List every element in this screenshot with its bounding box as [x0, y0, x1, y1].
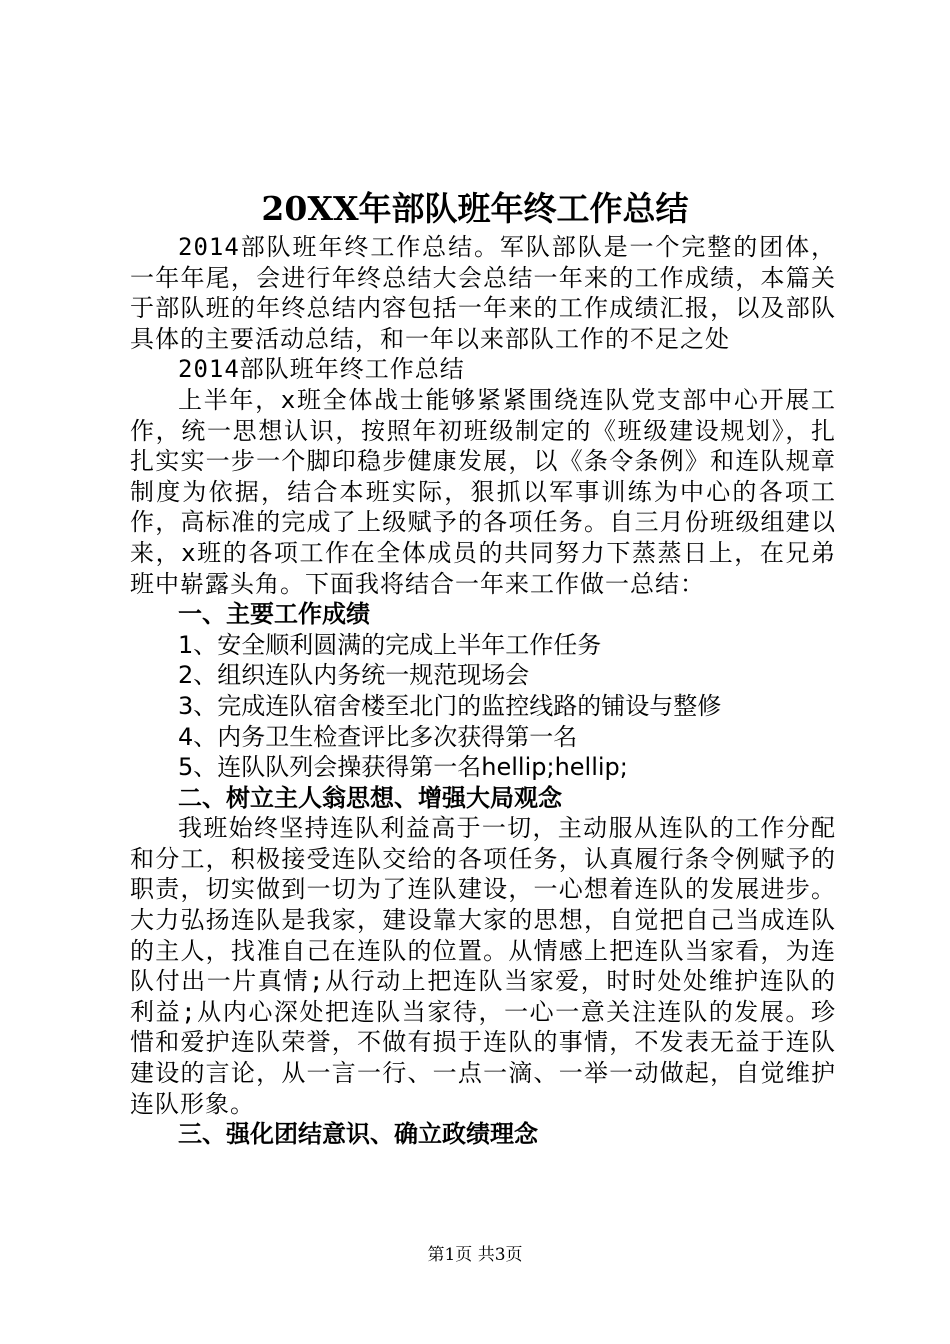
document-body	[130, 232, 836, 1150]
section3-heading: 三、强化团结意识、确立政绩理念	[178, 1120, 538, 1149]
intro-paragraph: 2014部队班年终工作总结。军队部队是一个完整的团体，一年年尾，会进行年终总结大会总结一年来的工作成绩，本篇关于部队班的年终总结内容包括一年来的工作成绩汇报，以及部队具体的主要活动总结，和一年以来部队工作的不足之处	[130, 233, 836, 353]
document-title: 20XX年部队班年终工作总结	[261, 189, 689, 228]
section2-paragraph: 我班始终坚持连队利益高于一切，主动服从连队的工作分配和分工，积极接受连队交给的各项任务，认真履行条令例赋予的职责，切实做到一切为了连队建设，一心想着连队的发展进步。大力弘扬连队是我家，建设靠大家的思想，自觉把自己当成连队的主人，找准自己在连队的位置。从情感上把连队当家看，为连队付出一片真情;从行动上把连队当家爱，时时处处维护连队的利益;从内心深处把连队当家待，一心一意关注连队的发展。珍惜和爱护连队荣誉，不做有损于连队的事情，不发表无益于连队建设的言论，从一言一行、一点一滴、一举一动做起，自觉维护连队形象。	[130, 814, 836, 1118]
first-half-paragraph: 上半年，x班全体战士能够紧紧围绕连队党支部中心开展工作，统一思想认识，按照年初班级制定的《班级建设规划》，扎扎实实一步一个脚印稳步健康发展，以《条令条例》和连队规章制度为依据，结合本班实际，狠抓以军事训练为中心的各项工作，高标准的完成了上级赋予的各项任务。自三月份班级组建以来，x班的各项工作在全体成员的共同努力下蒸蒸日上，在兄弟班中崭露头角。下面我将结合一年来工作做一总结：	[130, 385, 836, 598]
subtitle-paragraph: 2014部队班年终工作总结	[178, 355, 465, 384]
list-item: 4、内务卫生检查评比多次获得第一名	[178, 722, 578, 751]
list-item: 5、连队队列会操获得第一名hellip;hellip;	[178, 753, 628, 782]
section2-heading: 二、树立主人翁思想、增强大局观念	[178, 783, 562, 812]
list-item: 1、安全顺利圆满的完成上半年工作任务	[178, 630, 602, 659]
section1-heading: 一、主要工作成绩	[178, 600, 370, 629]
list-item: 2、组织连队内务统一规范现场会	[178, 661, 530, 690]
page-footer: 第1页 共3页	[427, 1245, 523, 1265]
list-item: 3、完成连队宿舍楼至北门的监控线路的铺设与整修	[178, 691, 722, 720]
